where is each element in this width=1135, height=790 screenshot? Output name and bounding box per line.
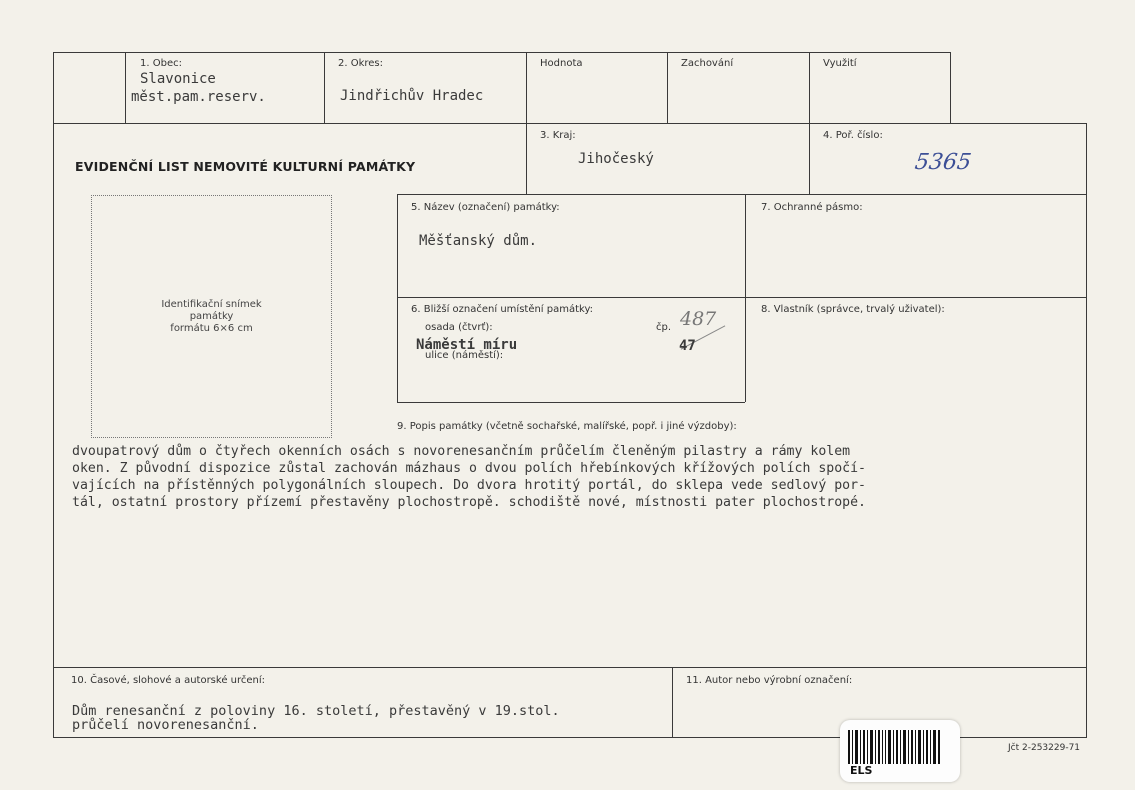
ulice-value: Náměstí míru <box>416 337 518 353</box>
divider <box>672 667 673 738</box>
obec-value-2: měst.pam.reserv. <box>131 89 266 105</box>
field3-label: 3. Kraj: <box>540 130 576 141</box>
form-title: EVIDENČNÍ LIST NEMOVITÉ KULTURNÍ PAMÁTKY <box>75 159 416 174</box>
cp-typed-value: 47 <box>679 338 696 354</box>
divider <box>745 194 746 402</box>
top-row-frame <box>53 52 951 124</box>
field6-label: 6. Bližší označení umístění památky: <box>411 304 594 315</box>
popis-line-1: dvoupatrový dům o čtyřech okenních osách s novorenesančním průčelím členěným pilastry a rámy kolem <box>72 444 851 459</box>
photo-label-1: Identifikační snímek <box>161 298 262 310</box>
popis-line-2: oken. Z původní dispozice zůstal zachován mázhaus o dvou polích hřebínkových křížových polích spočí- <box>72 461 866 476</box>
urceni-line-1: Dům renesanční z poloviny 16. století, přestavěný v 19.stol. <box>72 703 560 719</box>
divider <box>809 52 810 194</box>
osada-label: osada (čtvrť): <box>425 322 493 333</box>
nazev-value: Měšťanský dům. <box>419 233 538 249</box>
field11-label: 11. Autor nebo výrobní označení: <box>686 675 853 686</box>
barcode-label: ELS <box>850 764 873 777</box>
divider <box>397 297 1087 298</box>
ulice-label: ulice (náměstí): <box>425 350 504 361</box>
popis-line-4: tál, ostatní prostory přízemí přestavěny plochostropě. schodiště nové, místnosti pater plochostropé. <box>72 495 866 510</box>
cp-handwritten: 487 <box>680 308 717 330</box>
divider <box>397 194 1087 195</box>
divider <box>526 52 527 194</box>
divider <box>125 52 126 124</box>
divider <box>397 194 398 402</box>
zachovani-label: Zachování <box>681 58 734 69</box>
divider <box>53 667 1087 668</box>
field4-label: 4. Poř. číslo: <box>823 130 883 141</box>
field8-label: 8. Vlastník (správce, trvalý uživatel): <box>761 304 945 315</box>
print-code: Jčt 2-253229-71 <box>1008 743 1081 753</box>
field7-label: 7. Ochranné pásmo: <box>761 202 863 213</box>
field2-label: 2. Okres: <box>338 58 384 69</box>
hodnota-label: Hodnota <box>540 58 583 69</box>
divider <box>667 52 668 124</box>
field5-label: 5. Název (označení) památky: <box>411 202 560 213</box>
field10-label: 10. Časové, slohové a autorské určení: <box>71 675 266 686</box>
vyuziti-label: Využití <box>823 58 857 69</box>
popis-line-3: vajících na přístěnných polygonálních sloupech. Do dvora hrotitý portál, do sklepa vede sedlový por- <box>72 478 866 493</box>
divider <box>324 52 325 124</box>
okres-value: Jindřichův Hradec <box>340 88 484 104</box>
barcode-icon <box>848 730 940 764</box>
field1-label: 1. Obec: <box>140 58 182 69</box>
kraj-value: Jihočeský <box>578 151 654 167</box>
por-cislo-value: 5365 <box>913 150 973 175</box>
photo-label-2: památky <box>189 310 234 322</box>
cp-label: čp. <box>656 322 672 333</box>
obec-value: Slavonice <box>140 71 216 87</box>
divider <box>397 402 745 403</box>
urceni-line-2: průčelí novorenesanční. <box>72 717 259 733</box>
photo-label-3: formátu 6×6 cm <box>170 322 253 334</box>
field9-label: 9. Popis památky (včetně sochařské, malířské, popř. i jiné výzdoby): <box>397 421 737 432</box>
photo-placeholder <box>91 195 332 438</box>
barcode-sticker <box>840 720 960 782</box>
